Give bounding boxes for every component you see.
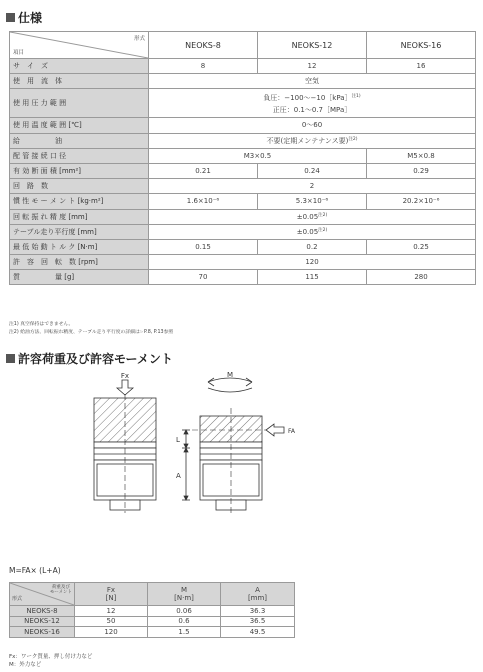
lube-value: 不要(定期メンテナンス要) xyxy=(266,136,349,145)
cell: M3×0.5 xyxy=(149,148,367,163)
col-a-header: A [mm] xyxy=(221,583,295,606)
row-label: 回 転 振 れ 精 度 [mm] xyxy=(10,209,149,224)
cell: 0.2 xyxy=(258,239,367,254)
load-model: NEOKS-8 xyxy=(10,606,75,617)
row-torque xyxy=(10,239,476,254)
row-mass xyxy=(10,270,476,285)
cell: 70 xyxy=(149,270,258,285)
parallel-value: ±0.05 xyxy=(296,228,319,237)
row-fluid xyxy=(10,74,476,89)
row-circuits xyxy=(10,179,476,194)
load-table xyxy=(9,582,295,638)
cell: 280 xyxy=(367,270,476,285)
cell: 5.3×10⁻⁶ xyxy=(258,194,367,209)
spec-header-corner xyxy=(10,32,149,59)
note-ref: 注2) xyxy=(318,213,328,219)
load-title-text: 許容荷重及び許容モーメント xyxy=(18,352,173,366)
cell: 120 xyxy=(149,255,476,270)
cell: 12 xyxy=(258,59,367,74)
cell xyxy=(149,89,476,118)
note-ref: 注2) xyxy=(348,136,358,142)
row-port xyxy=(10,148,476,163)
row-label: 有 効 断 面 積 [mm²] xyxy=(10,163,149,178)
row-label: 慣 性 モ ー メ ン ト [kg·m²] xyxy=(10,194,149,209)
row-size xyxy=(10,59,476,74)
load-model: NEOKS-16 xyxy=(10,627,75,638)
fx-label: Fx xyxy=(120,372,130,380)
row-pressure xyxy=(10,89,476,118)
section-square-icon xyxy=(6,354,15,363)
cell xyxy=(149,224,476,239)
corner-model-label: 形式 xyxy=(133,36,145,42)
row-label: 許 容 回 転 数 [rpm] xyxy=(10,255,149,270)
row-area xyxy=(10,163,476,178)
front-view xyxy=(94,380,156,513)
load-row xyxy=(10,616,295,627)
model-header: NEOKS-16 xyxy=(367,32,476,59)
cell: 空気 xyxy=(149,74,476,89)
load-row xyxy=(10,627,295,638)
cell: 1.6×10⁻⁶ xyxy=(149,194,258,209)
row-label: 回 路 数 xyxy=(10,179,149,194)
row-label: 給 油 xyxy=(10,133,149,148)
load-row xyxy=(10,606,295,617)
fa-arrow-icon xyxy=(266,424,284,436)
row-label: 使 用 温 度 範 囲 [℃] xyxy=(10,118,149,133)
cell: 8 xyxy=(149,59,258,74)
cell: 2 xyxy=(149,179,476,194)
load-fx: 120 xyxy=(75,627,148,638)
load-diagram xyxy=(80,368,360,578)
spec-table xyxy=(9,31,476,285)
cell: 115 xyxy=(258,270,367,285)
load-a: 36.5 xyxy=(221,616,295,627)
cell: 0.25 xyxy=(367,239,476,254)
cell: 20.2×10⁻⁶ xyxy=(367,194,476,209)
model-header: NEOKS-8 xyxy=(149,32,258,59)
row-temp xyxy=(10,118,476,133)
load-note-1: Fx：ワーク質量、押し付け力など xyxy=(9,654,93,660)
load-a: 49.5 xyxy=(221,627,295,638)
note-ref: 注1) xyxy=(351,93,361,99)
cell: 0〜60 xyxy=(149,118,476,133)
load-model: NEOKS-12 xyxy=(10,616,75,627)
model-header: NEOKS-12 xyxy=(258,32,367,59)
row-label: 配 管 接 続 口 径 xyxy=(10,148,149,163)
row-rpm xyxy=(10,255,476,270)
fa-label: FA xyxy=(288,428,296,435)
load-a: 36.3 xyxy=(221,606,295,617)
row-inertia xyxy=(10,194,476,209)
corner-load-label: 荷重及び モーメント xyxy=(49,585,72,595)
pressure-line2: 正圧：0.1〜0.7［MPa］ xyxy=(272,105,352,114)
row-label: 使 用 流 体 xyxy=(10,74,149,89)
load-m: 0.06 xyxy=(148,606,221,617)
load-fx: 50 xyxy=(75,616,148,627)
load-section-title xyxy=(6,350,173,367)
row-parallel xyxy=(10,224,476,239)
l-dim-label: L xyxy=(176,436,180,444)
runout-value: ±0.05 xyxy=(296,213,319,222)
m-label: M xyxy=(226,370,234,379)
cell xyxy=(149,133,476,148)
load-m: 0.6 xyxy=(148,616,221,627)
a-dim-label: A xyxy=(176,472,181,480)
row-label: 最 低 始 動 ト ル ク [N·m] xyxy=(10,239,149,254)
row-label: テーブル走り平行度 [mm] xyxy=(10,224,149,239)
load-fx: 12 xyxy=(75,606,148,617)
cell: 0.29 xyxy=(367,163,476,178)
section-square-icon xyxy=(6,13,15,22)
cell xyxy=(149,209,476,224)
row-lube xyxy=(10,133,476,148)
cell: 0.21 xyxy=(149,163,258,178)
spec-note-2: 注2) 給油方法、回転振れ精度、テーブル走り平行度の詳細は☞P.8, P.13参照 xyxy=(9,330,174,335)
cell: M5×0.8 xyxy=(367,148,476,163)
spec-title-text: 仕様 xyxy=(18,11,43,25)
load-m: 1.5 xyxy=(148,627,221,638)
row-label: 使 用 圧 力 範 囲 xyxy=(10,89,149,118)
fx-arrow-icon xyxy=(117,380,133,395)
cell: 0.15 xyxy=(149,239,258,254)
moment-formula: M=FA× (L+A) xyxy=(9,566,61,575)
side-view xyxy=(182,378,284,513)
note-ref: 注2) xyxy=(318,228,328,234)
pressure-line1: 負圧：−100〜−10［kPa］ xyxy=(263,93,352,102)
row-label: 質 量 [g] xyxy=(10,270,149,285)
corner-model-label: 形式 xyxy=(12,596,23,602)
spec-section-title xyxy=(6,9,42,26)
cell: 0.24 xyxy=(258,163,367,178)
load-header-corner xyxy=(10,583,75,606)
cell: 16 xyxy=(367,59,476,74)
row-runout xyxy=(10,209,476,224)
col-fx-header: Fx [N] xyxy=(75,583,148,606)
spec-note-1: 注1) 真空保持はできません。 xyxy=(9,322,74,327)
col-m-header: M [N·m] xyxy=(148,583,221,606)
corner-item-label: 項目 xyxy=(13,50,25,56)
load-note-2: M：外力など xyxy=(9,662,42,668)
row-label: サ イ ズ xyxy=(10,59,149,74)
